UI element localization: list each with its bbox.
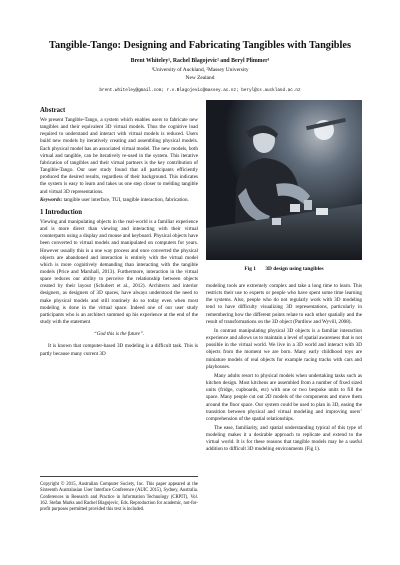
abstract-heading: Abstract: [40, 107, 66, 114]
figure-1-photo: [206, 100, 362, 260]
paper-title: Tangible-Tango: Designing and Fabricating Tangibles with Tangibles: [49, 40, 351, 51]
right-paragraph-2: In contrast manipulating physical 3D objects is a familiar interaction experience and allows us to maintain a level of spatial awareness that is not possible in the virtual world. We live in a 3D world and interact with 3D objects from the moment we are born. Many early childhood toys are miniature models of real objects for example racing tracks with cars and playhouses.: [206, 327, 362, 370]
left-column: [40, 106, 198, 358]
introduction-heading: 1 Introduction: [40, 208, 82, 216]
author-emails: brent.whiteley@gmail.com; r.v.Blagojevic@massey.ac.nz; beryl@cs.auckland.ac.nz: [99, 88, 301, 93]
author-list: Brent Whiteley¹, Rachel Blagojevic² and Beryl Plimmer¹: [130, 58, 270, 64]
introduction-paragraph-2: It is known that computer-based 3D modeling is a difficult task. This is partly because many current 3D: [40, 343, 198, 357]
right-paragraph-4: The ease, familiarity, and spatial understanding typical of this type of modeling makes it a desirable approach to replicate and extend to the virtual world. It is for these reasons that tangible models may be a useful addition to difficult 3D modeling environments (Fig 1).: [206, 424, 362, 453]
figure-1-caption: [206, 266, 362, 272]
right-paragraph-1: modeling tools are extremely complex and take a long time to learn. This restricts their use to experts or people who have spent some time learning the systems. Also, people who do not regularly work with 3D modeling tend to have difficulty visualizing 3D representations, particularly in remembering how the different points relate to each other spatially and the result of transformations on the 3D object (Pardlow and Wyvill, 2008).: [206, 283, 362, 325]
participant-quote: “God this is the future”.: [93, 331, 145, 338]
figure-number: Fig 1: [244, 266, 256, 272]
right-paragraph-3: Many adults resort to physical models when undertaking tasks such as kitchen design. Most kitchens are assembled from a number of fixed sized units (fridge, cupboards, etc) with one or two bespoke units to fill the space. Many people cut out 2D models of the components and move them around the floor space. Our system could be used to plan in 3D, easing the transition between physical and virtual modeling and improving users’ comprehension of the spatial relationships.: [206, 372, 362, 422]
keywords-paragraph: [40, 197, 198, 204]
keywords-text: tangible user interface, TUI, tangible interaction, fabrication.: [63, 196, 189, 203]
affiliation-line-1: ¹University of Auckland, ²Massey University: [151, 67, 249, 73]
figure-caption-text: 3D design using tangibles: [265, 266, 324, 272]
right-column: [206, 283, 362, 454]
affiliation-line-2: New Zealand: [185, 75, 215, 81]
introduction-paragraph-1: Viewing and manipulating objects in the real-world is a familiar experience and is more direct than viewing and interacting with their virtual counterparts using a display and mouse and keyboard. Physical objects have been converted to virtual models and manipulated on computers for years. However usually this is a one way process and once converted the physical objects are abandoned and interaction is entirely with the virtual model which is more cognitively demanding than interacting with the tangible models (Price and Marshall, 2013). Furthermore, interaction in the virtual space reduces our ability to perceive the relationship between objects created by their layout (Schubert et al., 2012). Architects and interior designers, as designers of 3D spaces, have always understood the need to make physical models and still routinely do so today even when most modeling is done in the virtual space. Indeed one of our user study participants who is an architect summed up his experience at the end of the study with the statement: [40, 218, 198, 326]
copyright-notice: Copyright © 2015, Australian Computer Society, Inc. This paper appeared at the Sixteenth Australasian User Interface Conference (AUIC 2015), Sydney, Australia. Conferences in Research and Practice in Information Technology (CRPIT), Vol. 162. Stefan Marks and Rachel Blagojevic, Eds. Reproduction for academic, not-for-profit purposes permitted provided this text is included.: [40, 476, 198, 513]
abstract-text: We present Tangible-Tango, a system which enables users to fabricate new tangibles and their equivalent 3D virtual models. Thus the cognitive load required to understand and interact with virtual models is reduced. Users build new models by iteratively creating and assembling physical models. Each physical model has an associated virtual model. The new models, both virtual and tangible, can be iteratively re-used in the system. This iterative fabrication of tangibles and their virtual partners is the key contribution of Tangible-Tango. Our user study found that all participants efficiently produced the desired results, regardless of their background. This indicates the system is easy to learn and takes us one step closer to melding tangible and virtual 3D representations.: [40, 117, 198, 195]
keywords-label: Keywords:: [40, 196, 63, 203]
